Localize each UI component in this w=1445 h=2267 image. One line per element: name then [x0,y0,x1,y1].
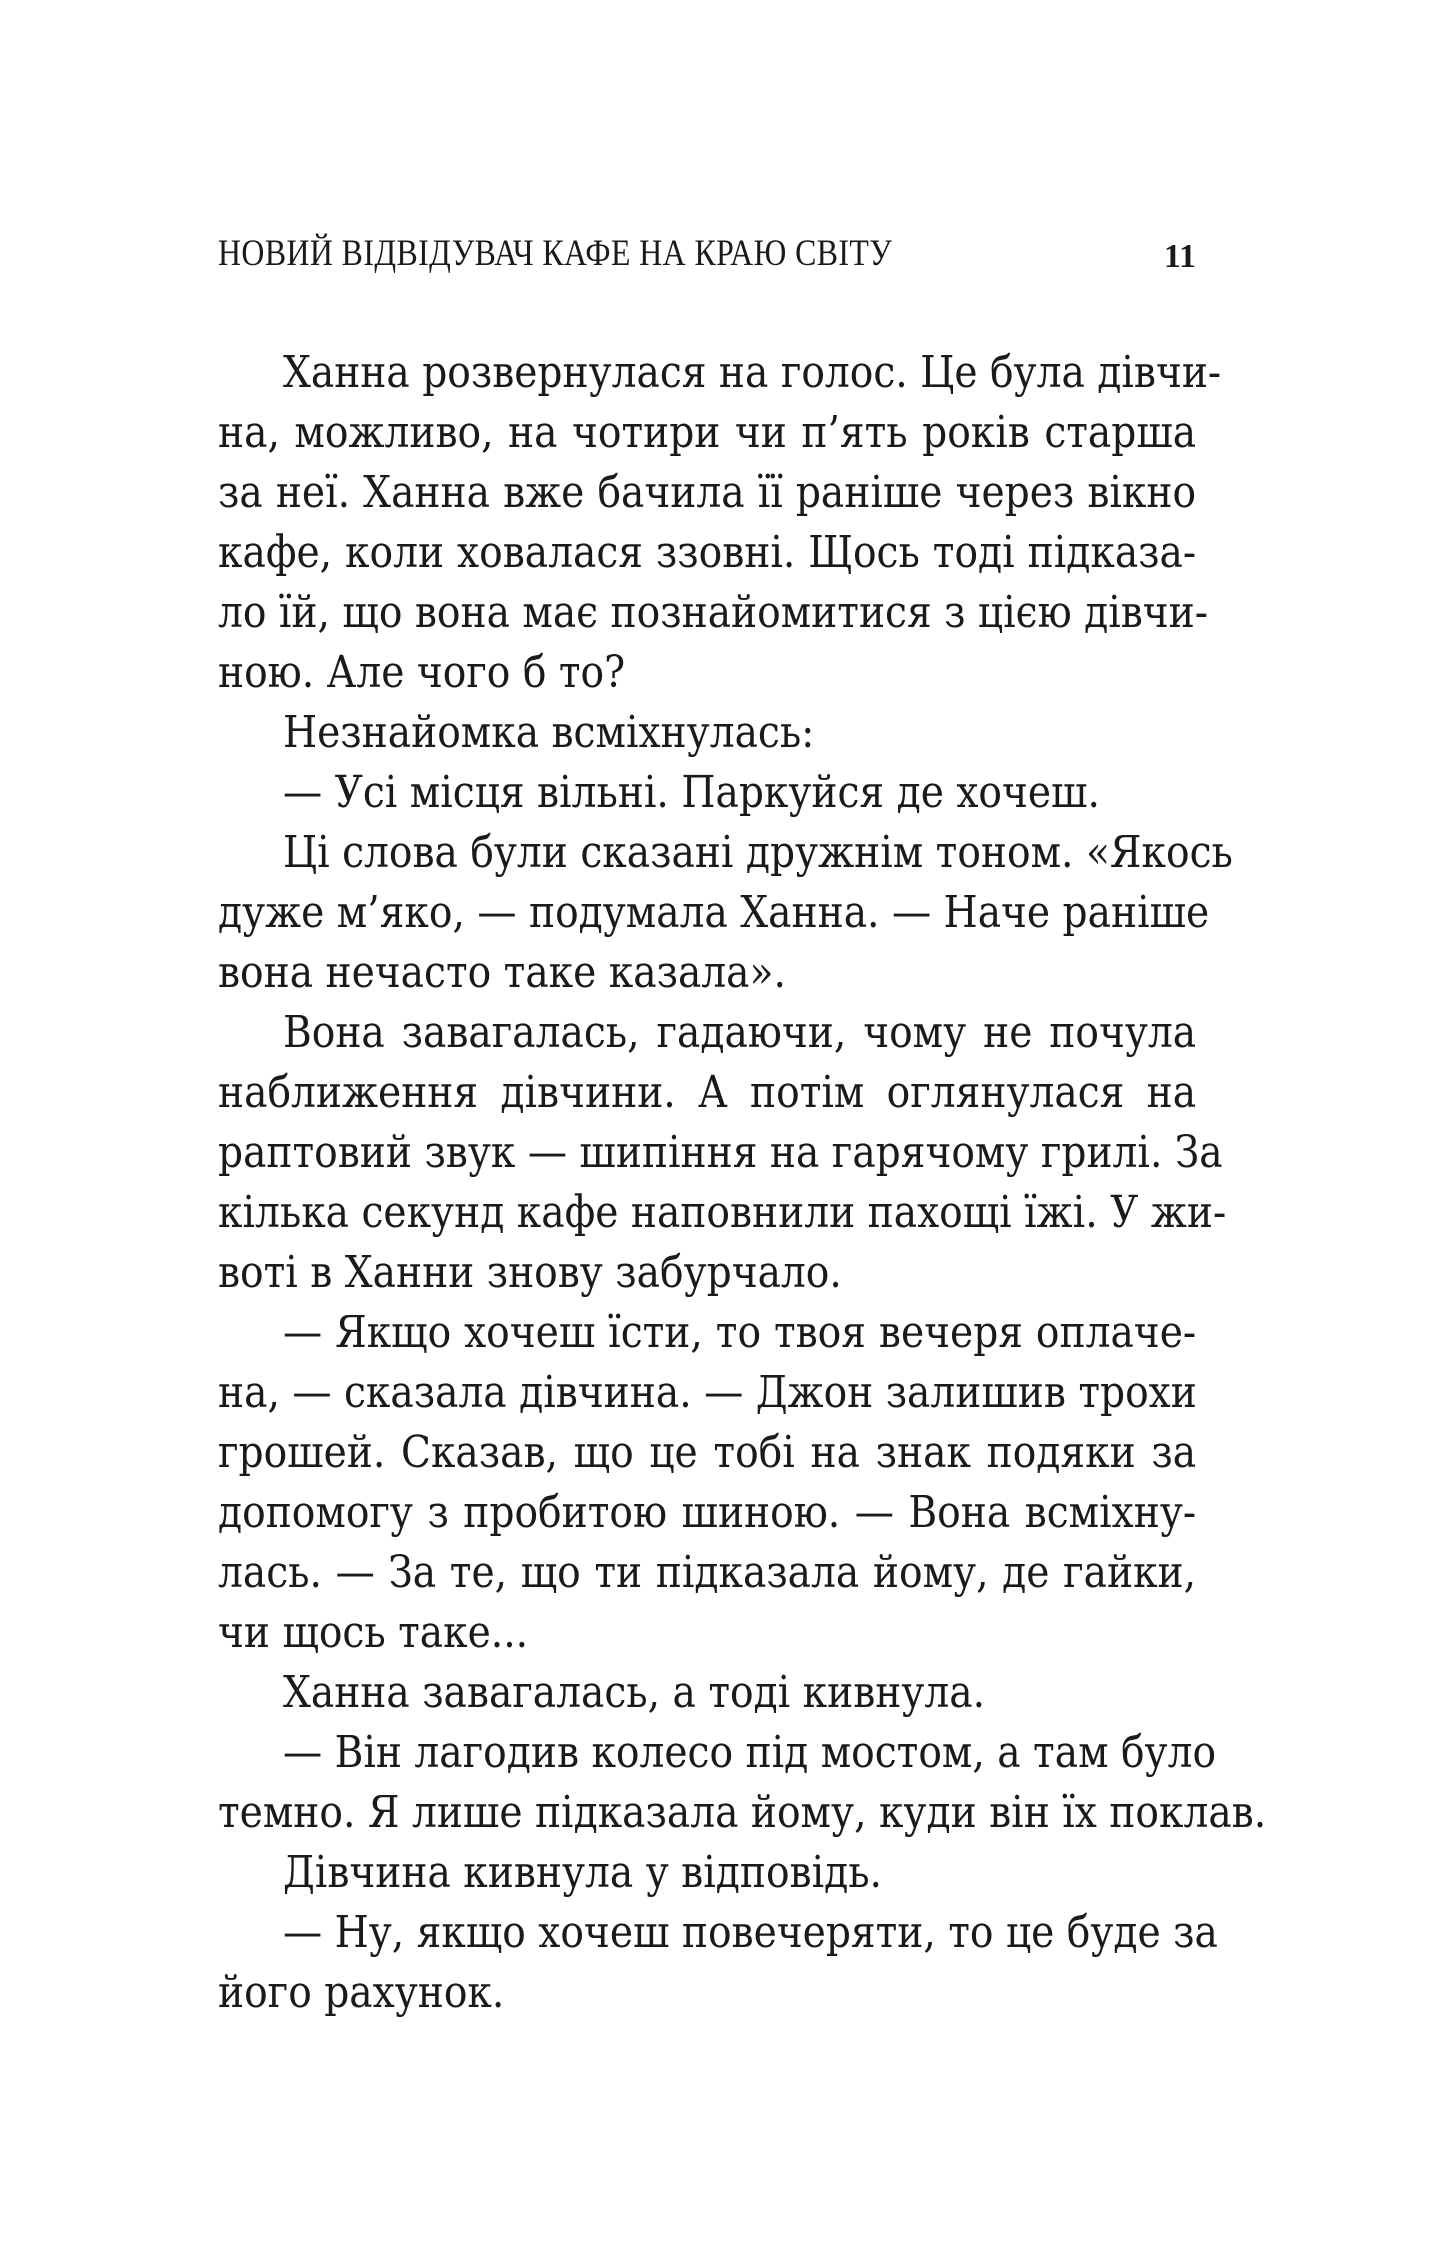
text-line: кілька секунд кафе наповнили пахощі їжі. У жи- [218,1187,1227,1238]
text-line: допомогу з пробитою шиною. — Вона всміхну- [218,1487,1197,1538]
page-number: 11 [1163,238,1196,275]
text-line: грошей. Сказав, що це тобі на знак подяки за [218,1427,1197,1478]
text-line: кафе, коли ховалася ззовні. Щось тоді підказа- [218,527,1197,578]
body-text [218,343,1267,2023]
text-line: Незнайомка всміхнулась: [282,707,815,758]
text-line: Ханна завагалась, а тоді кивнула. [282,1667,986,1718]
text-line: лась. — За те, що ти підказала йому, де гайки, [218,1547,1197,1598]
text-line: — Ну, якщо хочеш повечеряти, то це буде за [282,1907,1218,1958]
text-line: — Якщо хочеш їсти, то твоя вечеря оплаче- [282,1307,1197,1358]
text-line: чи щось таке... [218,1607,529,1658]
text-line: ло їй, що вона має познайомитися з цією дівчи- [218,587,1209,638]
running-title: НОВИЙ ВІДВІДУВАЧ КАФЕ НА КРАЮ СВІТУ [218,233,893,274]
text-line: ною. Але чого б то? [218,647,626,698]
text-line: дуже м’яко, — подумала Ханна. — Наче раніше [218,887,1210,938]
text-line: за неї. Ханна вже бачила її раніше через вікно [218,467,1197,518]
text-line: на, можливо, на чотири чи п’ять років старша [218,407,1197,458]
text-line: вона нечасто таке казала». [218,947,786,998]
text-line: темно. Я лише підказала йому, куди він їх поклав. [218,1787,1267,1838]
text-line: на, — сказала дівчина. — Джон залишив трохи [218,1367,1197,1418]
text-line: Вона завагалась, гадаючи, чому не почула [282,1007,1197,1058]
text-line: воті в Ханни знову забурчало. [218,1247,842,1298]
text-line: — Усі місця вільні. Паркуйся де хочеш. [282,767,1100,818]
text-line: раптовий звук — шипіння на гарячому грилі. За [218,1127,1223,1178]
text-line: — Він лагодив колесо під мостом, а там було [282,1727,1217,1778]
text-line: Ханна розвернулася на голос. Це була дівчи- [282,347,1222,398]
text-line: його рахунок. [218,1967,505,2018]
text-line: Ці слова були сказані дружнім тоном. «Якось [282,827,1233,878]
running-head [218,232,1196,282]
text-line: наближення дівчини. А потім оглянулася на [218,1067,1197,1118]
text-line: Дівчина кивнула у відповідь. [282,1847,882,1898]
